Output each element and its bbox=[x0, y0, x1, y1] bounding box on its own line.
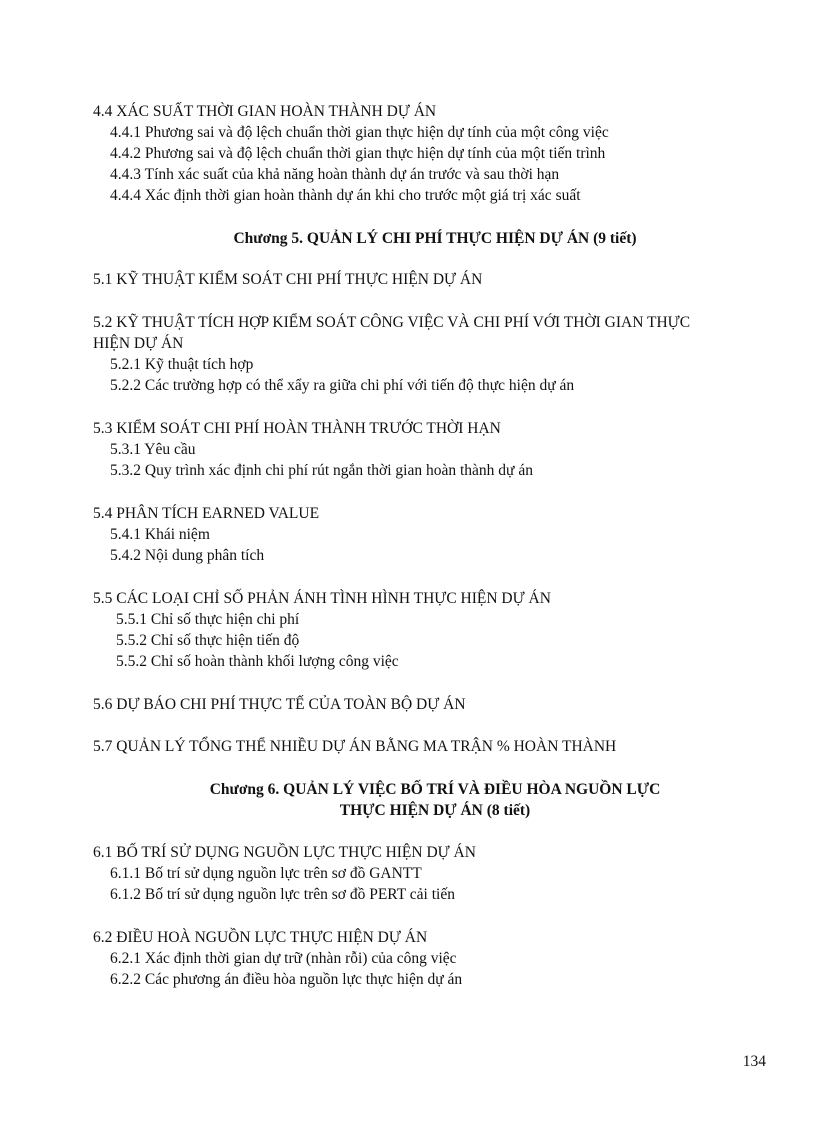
chapter-title-cont: THỰC HIỆN DỰ ÁN (8 tiết) bbox=[339, 802, 531, 819]
section-heading: 5.4 PHÂN TÍCH EARNED VALUE bbox=[93, 505, 320, 522]
subsection: 4.4.2 Phương sai và độ lệch chuẩn thời gian thực hiện dự tính của một tiến trình bbox=[110, 145, 606, 162]
subsection: 5.3.2 Quy trình xác định chi phí rút ngắn thời gian hoàn thành dự án bbox=[110, 462, 533, 479]
subsection: 5.4.1 Khái niệm bbox=[110, 526, 210, 543]
subsection: 5.5.2 Chỉ số thực hiện tiến độ bbox=[116, 632, 300, 649]
section-heading: 5.6 DỰ BÁO CHI PHÍ THỰC TẾ CỦA TOÀN BỘ DỰ ÁN bbox=[93, 696, 466, 713]
subsection: 5.3.1 Yêu cầu bbox=[110, 441, 196, 458]
section-heading-cont: HIỆN DỰ ÁN bbox=[93, 335, 184, 352]
chapter-title: Chương 6. QUẢN LÝ VIỆC BỐ TRÍ VÀ ĐIỀU HÒA NGUỒN LỰC bbox=[209, 781, 661, 798]
section-heading: 5.5 CÁC LOẠI CHỈ SỐ PHẢN ÁNH TÌNH HÌNH THỰC HIỆN DỰ ÁN bbox=[93, 590, 551, 607]
subsection: 5.5.2 Chỉ số hoàn thành khối lượng công việc bbox=[116, 653, 399, 670]
section-heading: 6.1 BỐ TRÍ SỬ DỤNG NGUỒN LỰC THỰC HIỆN DỰ ÁN bbox=[93, 844, 476, 861]
subsection: 5.2.1 Kỹ thuật tích hợp bbox=[110, 356, 254, 373]
section-heading: 5.3 KIỂM SOÁT CHI PHÍ HOÀN THÀNH TRƯỚC THỜI HẠN bbox=[93, 420, 501, 437]
section-heading: 4.4 XÁC SUẤT THỜI GIAN HOÀN THÀNH DỰ ÁN bbox=[93, 103, 437, 120]
page-number: 134 bbox=[742, 1053, 766, 1070]
subsection: 5.5.1 Chỉ số thực hiện chi phí bbox=[116, 611, 300, 628]
subsection: 5.4.2 Nội dung phân tích bbox=[110, 547, 265, 564]
subsection: 6.1.2 Bố trí sử dụng nguồn lực trên sơ đồ PERT cải tiến bbox=[110, 886, 455, 903]
subsection: 6.2.2 Các phương án điều hòa nguồn lực thực hiện dự án bbox=[110, 971, 463, 988]
section-heading: 6.2 ĐIỀU HOÀ NGUỒN LỰC THỰC HIỆN DỰ ÁN bbox=[93, 929, 428, 946]
subsection: 6.1.1 Bố trí sử dụng nguồn lực trên sơ đồ GANTT bbox=[110, 865, 422, 882]
chapter-title: Chương 5. QUẢN LÝ CHI PHÍ THỰC HIỆN DỰ ÁN (9 tiết) bbox=[233, 230, 637, 247]
section-heading: 5.7 QUẢN LÝ TỔNG THỂ NHIỀU DỰ ÁN BẰNG MA TRẬN % HOÀN THÀNH bbox=[93, 738, 617, 755]
section-heading: 5.2 KỸ THUẬT TÍCH HỢP KIỂM SOÁT CÔNG VIỆC VÀ CHI PHÍ VỚI THỜI GIAN THỰC bbox=[93, 314, 691, 331]
subsection: 4.4.1 Phương sai và độ lệch chuẩn thời gian thực hiện dự tính của một công việc bbox=[110, 124, 609, 141]
subsection: 4.4.4 Xác định thời gian hoàn thành dự án khi cho trước một giá trị xác suất bbox=[110, 187, 581, 204]
subsection: 5.2.2 Các trường hợp có thể xẩy ra giữa chi phí với tiến độ thực hiện dự án bbox=[110, 377, 575, 394]
subsection: 6.2.1 Xác định thời gian dự trữ (nhàn rỗi) của công việc bbox=[110, 950, 457, 967]
subsection: 4.4.3 Tính xác suất của khả năng hoàn thành dự án trước và sau thời hạn bbox=[110, 166, 560, 183]
section-heading: 5.1 KỸ THUẬT KIỂM SOÁT CHI PHÍ THỰC HIỆN DỰ ÁN bbox=[93, 271, 483, 288]
